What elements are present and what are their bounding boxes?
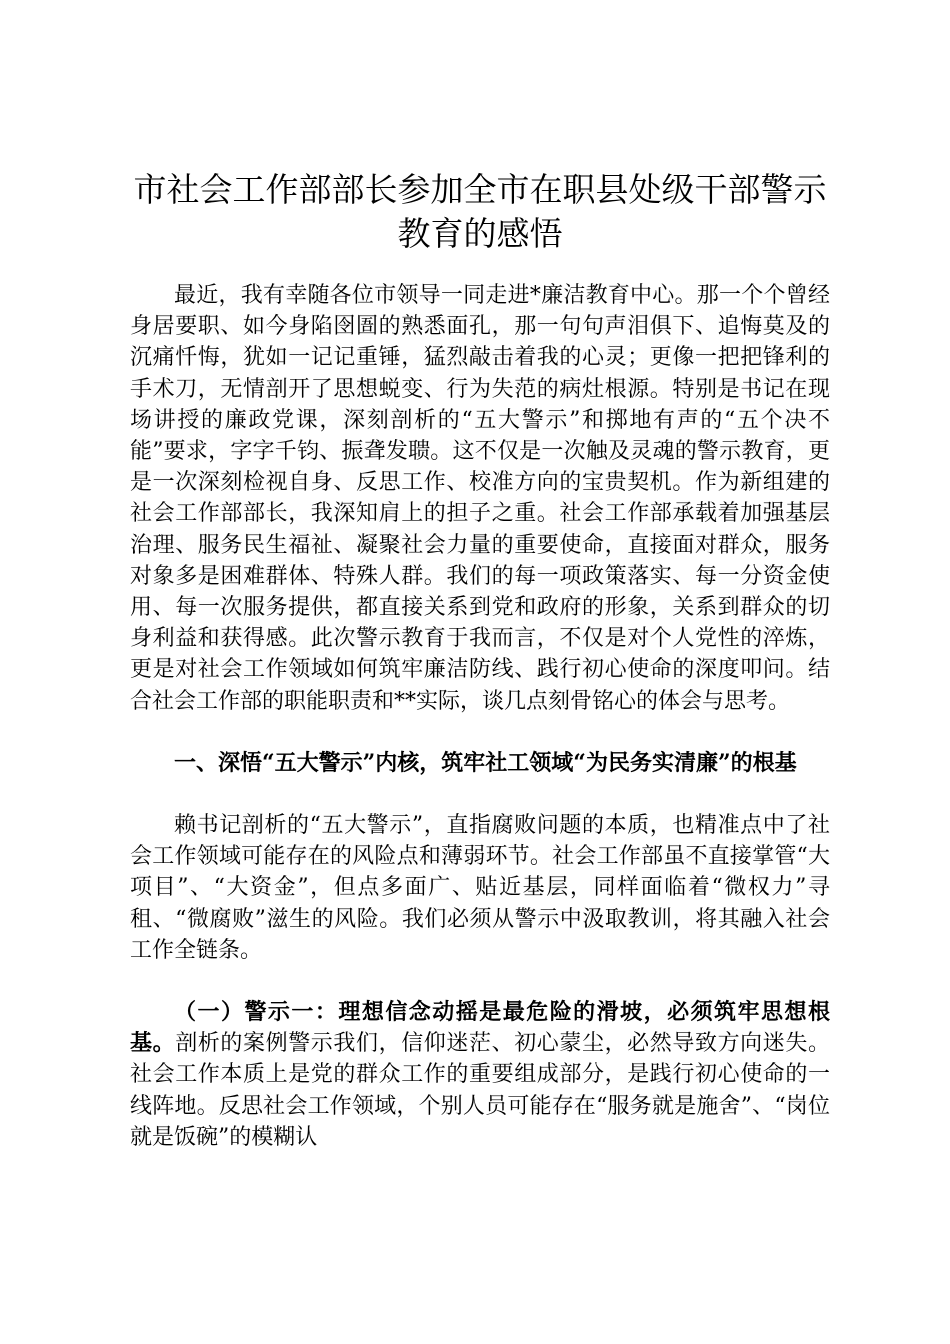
document-title: 市社会工作部部长参加全市在职县处级干部警示教育的感悟 xyxy=(133,170,827,253)
section-heading-1: 一、深悟“五大警示”内核，筑牢社工领域“为民务实清廉”的根基 xyxy=(174,749,797,776)
intro-paragraph: 最近，我有幸随各位市领导一同走进*廉洁教育中心。那一个个曾经身居要职、如今身陷囹圄的熟悉面孔，那一句句声泪俱下、追悔莫及的沉痛忏悔，犹如一记记重锤，猛烈敲击着我的心灵；更像一把把锋利的手术刀，无情剖开了思想蜕变、行为失范的病灶根源。特别是书记在现场讲授的廉政党课，深刻剖析的“五大警示”和掷地有声的“五个决不能”要求，字字千钧、振聋发聩。这不仅是一次触及灵魂的警示教育，更是一次深刻检视自身、反思工作、校准方向的宝贵契机。作为新组建的社会工作部部长，我深知肩上的担子之重。社会工作部承载着加强基层治理、服务民生福祉、凝聚社会力量的重要使命，直接面对群众，服务对象多是困难群体、特殊人群。我们的每一项政策落实、每一分资金使用、每一次服务提供，都直接关系到党和政府的形象，关系到群众的切身利益和获得感。此次警示教育于我而言，不仅是对个人党性的淬炼，更是对社会工作领域如何筑牢廉洁防线、践行初心使命的深度叩问。结合社会工作部的职能职责和**实际，谈几点刻骨铭心的体会与思考。 xyxy=(130,283,830,714)
subsection-1-body: 剖析的案例警示我们，信仰迷茫、初心蒙尘，必然导致方向迷失。社会工作本质上是党的群众工作的重要组成部分，是践行初心使命的一线阵地。反思社会工作领域，个别人员可能存在“服务就是施舍”、“岗位就是饭碗”的模糊认 xyxy=(130,1031,830,1150)
subsection-1-paragraph xyxy=(130,997,830,1153)
subsection-1-lead: （一）警示一：理想信念动摇是最危险的滑坡，必须筑牢思想根基。 xyxy=(130,999,830,1057)
document-page xyxy=(130,168,830,1153)
section-1-paragraph: 赖书记剖析的“五大警示”，直指腐败问题的本质，也精准点中了社会工作领域可能存在的风险点和薄弱环节。社会工作部虽不直接掌管“大项目”、“大资金”，但点多面广、贴近基层，同样面临着“微权力”寻租、“微腐败”滋生的风险。我们必须从警示中汲取教训，将其融入社会工作全链条。 xyxy=(130,813,830,963)
